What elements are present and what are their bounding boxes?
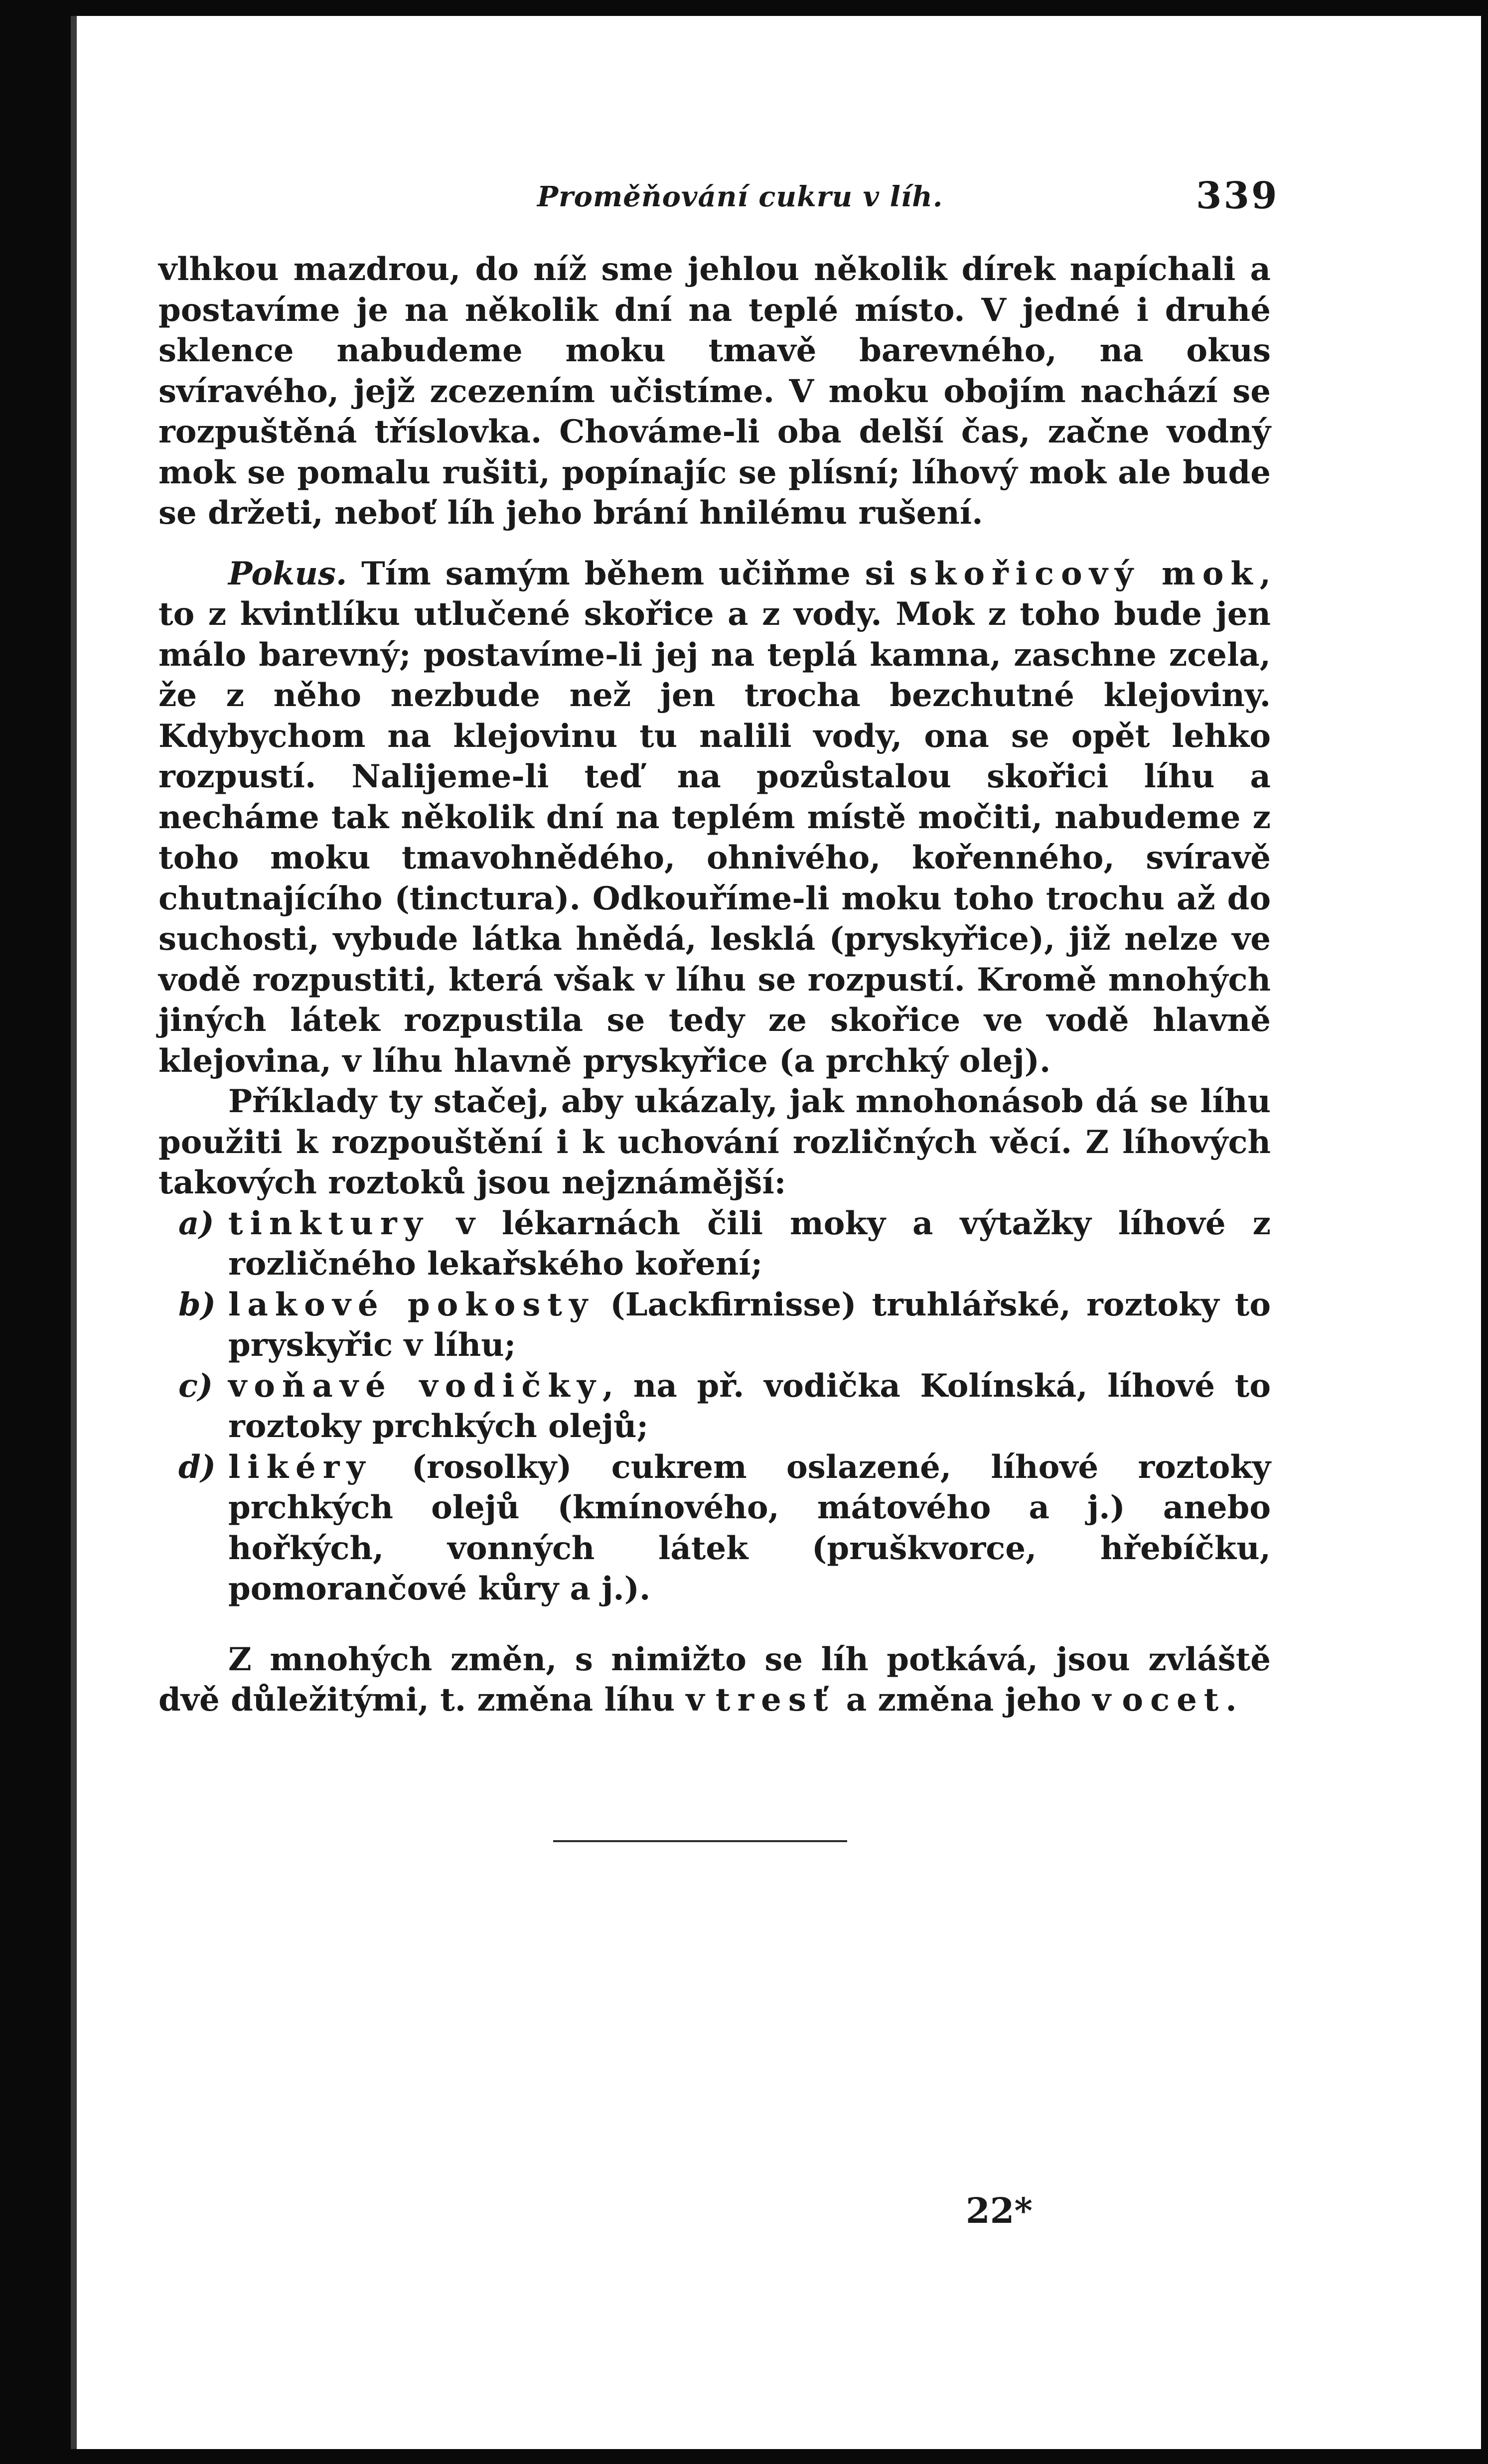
list-item xyxy=(158,1447,1271,1609)
list-text: (rosolky) cukrem oslazené, líhové roztoky prchkých olejů (kmínového, mátového a j.) anebo hořkých, vonných látek (pruškvorce, hřebíčku, pomorančové kůry a j.). xyxy=(228,1448,1271,1607)
closing-term-2: ocet xyxy=(1122,1681,1226,1719)
scan-border-bottom xyxy=(0,2449,1488,2464)
scan-border-left xyxy=(0,0,71,2464)
list-letter: c) xyxy=(178,1367,213,1405)
scan-border-top xyxy=(0,0,1488,16)
running-title: Proměňování cukru v líh. xyxy=(537,180,943,213)
paragraph-2 xyxy=(158,554,1271,1082)
paragraph-2-text-a: Tím samým během učiňme si xyxy=(347,555,909,592)
solutions-list xyxy=(158,1203,1271,1609)
list-term: likéry xyxy=(228,1448,372,1486)
list-item xyxy=(158,1366,1271,1447)
paragraph-1: vlhkou mazdrou, do níž sme jehlou několik dírek napíchali a postavíme je na několik dní na teplé místo. V jedné i druhé sklence nabudeme moku tmavě barevného, na okus svíravého, jejž zcezením učistíme. V moku obojím nachází se rozpuštěná tříslovka. Chováme-li oba delší čas, začne vodný mok se pomalu rušiti, popínajíc se plísní; líhový mok ale bude se držeti, neboť líh jeho brání hnilému rušení. xyxy=(158,251,1271,532)
closing-term-1: tresť xyxy=(715,1681,835,1719)
list-text: (Lackfirnisse) truhlářské, roztoky to pryskyřic v líhu; xyxy=(228,1286,1271,1364)
signature-mark: 22* xyxy=(966,2190,1033,2231)
paragraph-2-text-b: , to z kvintlíku utlučené skořice a z vody. Mok z toho bude jen málo barevný; postavíme-li jej na teplá kamna, zaschne zcela, že z něho nezbude než jen trocha bezchutné klejoviny. Kdybychom na klejovinu tu nalili vody, ona se opět lehko rozpustí. Nalijeme-li teď na pozůstalou skořici líhu a necháme tak několik dní na teplém místě močiti, nabudeme z toho moku tmavohnědého, ohnivého, kořenného, svíravě chutnajícího (tinctura). Odkouříme-li moku toho trochu až do suchosti, vybude látka hnědá, lesklá (pryskyřice), již nelze ve vodě rozpustiti, která však v líhu se rozpustí. Kromě mnohých jiných látek rozpustila se tedy ze skořice ve vodě hlavně klejovina, v líhu hlavně pryskyřice (a prchký olej). xyxy=(158,555,1271,1080)
list-letter: b) xyxy=(178,1286,216,1323)
page-number: 339 xyxy=(1196,174,1279,217)
closing-text-a: Z mnohých změn, s nimižto se líh potkává, jsou zvláště dvě důležitými, t. změna líhu v xyxy=(158,1640,1271,1719)
list-term: lakové pokosty xyxy=(228,1286,595,1323)
experiment-label: Pokus. xyxy=(228,555,347,592)
scan-border-left-shadow xyxy=(71,16,77,2464)
page-body xyxy=(158,249,1271,1721)
paragraph-2-spaced-term: skořicový mok xyxy=(909,555,1260,592)
list-text: , na př. vodička Kolínská, líhové to roztoky prchkých olejů; xyxy=(228,1367,1271,1445)
list-item xyxy=(158,1203,1271,1285)
list-item xyxy=(158,1285,1271,1366)
list-letter: d) xyxy=(178,1448,216,1486)
closing-text-b: a změna jeho v xyxy=(835,1681,1122,1719)
paragraph-3: Příklady ty stačej, aby ukázaly, jak mnohonásob dá se líhu použiti k rozpouštění i k uchování rozličných věcí. Z líhových takových roztoků jsou nejznámější: xyxy=(158,1083,1271,1201)
list-letter: a) xyxy=(178,1204,214,1242)
closing-text-c: . xyxy=(1225,1681,1237,1719)
section-divider xyxy=(553,1840,847,1842)
closing-paragraph xyxy=(158,1639,1271,1721)
list-text: v lékarnách čili moky a výtažky líhové z rozličného lekařského koření; xyxy=(228,1204,1271,1283)
list-term: tinktury xyxy=(228,1204,430,1242)
list-term: voňavé vodičky xyxy=(228,1367,602,1405)
scan-border-right xyxy=(1481,0,1488,2464)
